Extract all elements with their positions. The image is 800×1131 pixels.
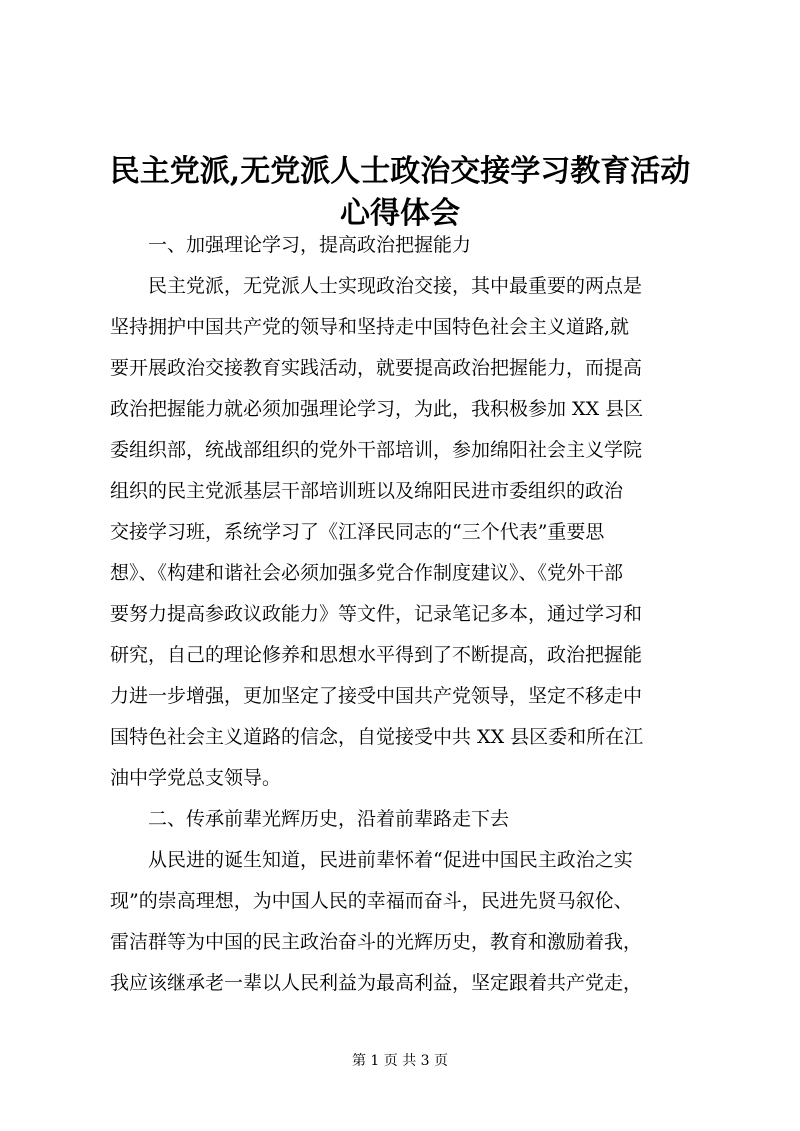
paragraph-line: 油中学党总支领导。	[110, 767, 282, 789]
document-title-line-1: 民主党派,无党派人士政治交接学习教育活动	[109, 154, 691, 189]
paragraph-line: 民主党派，无党派人士实现政治交接，其中最重要的两点是	[148, 275, 643, 297]
paragraph-line: 要努力提高参政议政能力》等文件，记录笔记多本，通过学习和	[110, 603, 643, 625]
document-title-line-2: 心得体会	[340, 196, 460, 231]
section-heading-2: 二、传承前辈光辉历史，沿着前辈路走下去	[148, 808, 510, 830]
paragraph-line: 研究，自己的理论修养和思想水平得到了不断提高，政治把握能	[110, 644, 643, 666]
paragraph-line: 现”的崇高理想，为中国人民的幸福而奋斗，民进先贤马叙伦、	[110, 890, 633, 912]
paragraph-line: 力进一步增强，更加坚定了接受中国共产党领导，坚定不移走中	[110, 685, 643, 707]
paragraph-line: 交接学习班，系统学习了《江泽民同志的“三个代表”重要思	[110, 521, 605, 543]
paragraph-line: 政治把握能力就必须加强理论学习，为此，我积极参加 XX 县区	[110, 398, 644, 420]
page-number-footer: 第 1 页 共 3 页	[351, 1053, 449, 1069]
paragraph-line: 从民进的诞生知道，民进前辈怀着“促进中国民主政治之实	[148, 849, 633, 871]
section-heading-1: 一、加强理论学习，提高政治把握能力	[148, 234, 472, 256]
paragraph-line: 组织的民主党派基层干部培训班以及绵阳民进市委组织的政治	[110, 480, 624, 502]
paragraph-line: 想》、《构建和谐社会必须加强多党合作制度建议》、《党外干部	[110, 562, 624, 584]
paragraph-line: 雷洁群等为中国的民主政治奋斗的光辉历史，教育和激励着我，	[110, 931, 643, 953]
paragraph-line: 坚持拥护中国共产党的领导和坚持走中国特色社会主义道路,就	[110, 316, 630, 338]
paragraph-line: 我应该继承老一辈以人民利益为最高利益，坚定跟着共产党走，	[110, 972, 643, 994]
paragraph-line: 国特色社会主义道路的信念，自觉接受中共 XX 县区委和所在江	[110, 726, 644, 748]
paragraph-line: 委组织部，统战部组织的党外干部培训，参加绵阳社会主义学院	[110, 439, 643, 461]
paragraph-line: 要开展政治交接教育实践活动，就要提高政治把握能力，而提高	[110, 357, 643, 379]
